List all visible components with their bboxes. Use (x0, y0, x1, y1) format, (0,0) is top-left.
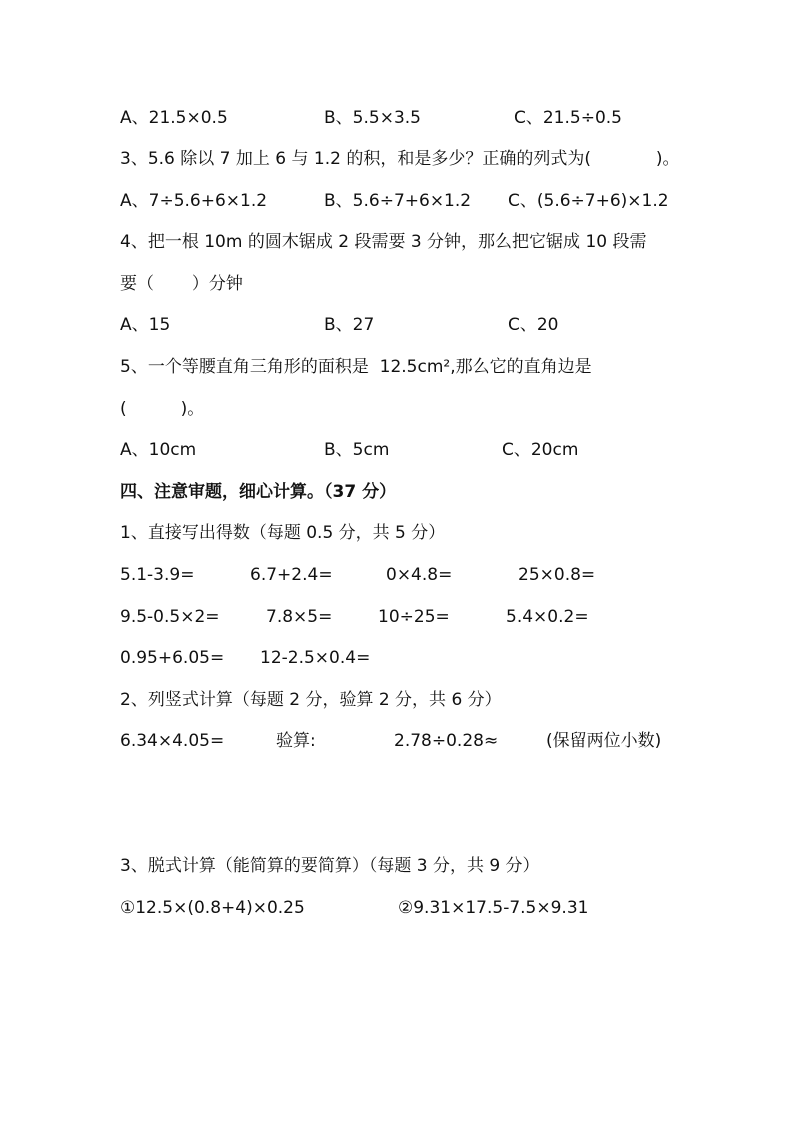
rounding-note: (保留两位小数) (546, 731, 662, 751)
oral-calc-item: 0.95+6.05= (120, 648, 225, 668)
q2-option-b: B、5.5×3.5 (324, 108, 421, 128)
oral-calc-item: 5.4×0.2= (506, 607, 589, 627)
oral-calc-item: 9.5-0.5×2= (120, 607, 220, 627)
oral-calc-item: 25×0.8= (518, 565, 596, 585)
vertical-calc-item: 6.34×4.05= (120, 731, 225, 751)
part2-items-row (120, 729, 662, 849)
oral-calc-item: 10÷25= (378, 607, 450, 627)
part3-title: 3、脱式计算（能简算的要简算）（每题 3 分，共 9 分） (120, 856, 540, 876)
oral-calc-item: 6.7+2.4= (250, 565, 333, 585)
oral-calc-item: 7.8×5= (266, 607, 333, 627)
q3-option-c: C、(5.6÷7+6)×1.2 (508, 191, 669, 211)
q3-option-b: B、5.6÷7+6×1.2 (324, 191, 472, 211)
q2-option-c: C、21.5÷0.5 (514, 108, 623, 128)
q5-option-b: B、5cm (324, 440, 390, 460)
q3-stem: 3、5.6 除以 7 加上 6 与 1.2 的积，和是多少？正确的列式为( )。 (120, 149, 680, 169)
part2-title: 2、列竖式计算（每题 2 分，验算 2 分，共 6 分） (120, 690, 502, 710)
q2-option-a: A、21.5×0.5 (120, 108, 228, 128)
stepwise-calc-item: ①12.5×(0.8+4)×0.25 (120, 898, 305, 918)
q3-option-a: A、7÷5.6+6×1.2 (120, 191, 268, 211)
part3-items-row (120, 896, 589, 968)
q4-option-a: A、15 (120, 315, 171, 335)
oral-calc-item: 12-2.5×0.4= (260, 648, 371, 668)
q4-stem-line1: 4、把一根 10m 的圆木锯成 2 段需要 3 分钟，那么把它锯成 10 段需 (120, 232, 647, 252)
q4-option-b: B、27 (324, 315, 375, 335)
q5-stem-line2: ( )。 (120, 399, 205, 419)
check-label: 验算: (276, 731, 316, 751)
q4-option-c: C、20 (508, 315, 559, 335)
q4-stem-line2: 要（ ）分钟 (120, 274, 243, 294)
vertical-calc-item: 2.78÷0.28≈ (394, 731, 499, 751)
part1-title: 1、直接写出得数（每题 0.5 分，共 5 分） (120, 523, 446, 543)
section4-title: 四、注意审题，细心计算。（37 分） (120, 482, 397, 502)
oral-calc-item: 0×4.8= (386, 565, 453, 585)
oral-calc-item: 5.1-3.9= (120, 565, 195, 585)
q5-stem-line1: 5、一个等腰直角三角形的面积是 12.5cm²,那么它的直角边是 (120, 357, 592, 377)
q5-option-a: A、10cm (120, 440, 197, 460)
stepwise-calc-item: ②9.31×17.5-7.5×9.31 (398, 898, 589, 918)
q5-option-c: C、20cm (502, 440, 579, 460)
